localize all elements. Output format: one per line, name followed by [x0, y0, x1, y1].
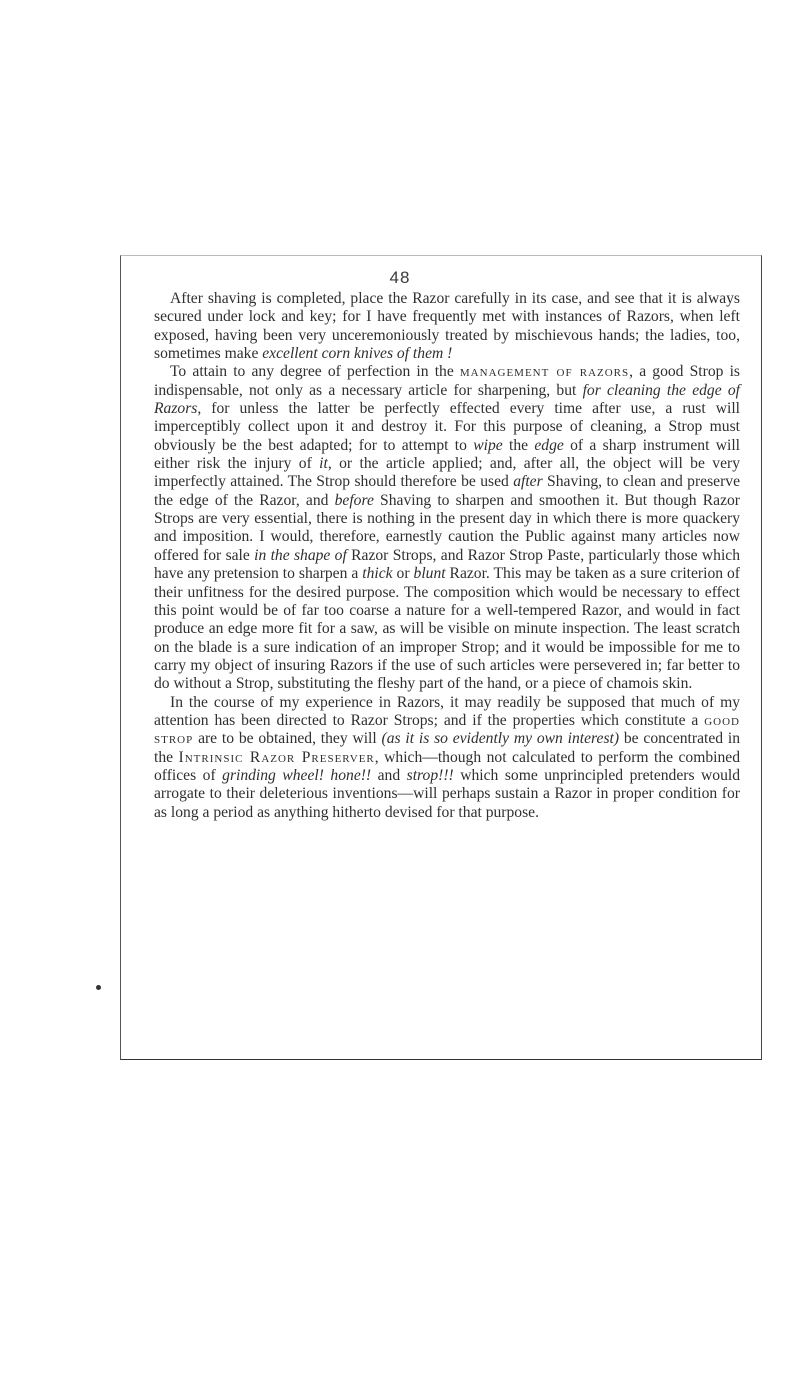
text-run: before: [334, 491, 374, 509]
text-run: blunt: [413, 565, 446, 583]
text-run: wipe: [473, 436, 503, 454]
text-run: In the course of my experience in Razors, it may readily be supposed that much of my attention has been directed to Razor Strops; and if the properties which constitute a: [154, 693, 740, 729]
text-run: excellent corn knives of them !: [262, 345, 453, 363]
text-run: Intrinsic Razor Preserver: [178, 748, 375, 766]
text-run: for cleaning the edge of Razors: [154, 381, 740, 418]
text-run: edge: [534, 436, 564, 454]
page-number: 48: [389, 268, 411, 287]
text-run: Razor. This may be taken as a sure criterion of their unfitness for the desired purpose. The composition which would be necessary to effect this point would be of far too coarse a nature for a well-tempered Razor, and would in fact produce an edge more fit for a saw, as will be visible on minute inspection. The least scratch on the blade is a sure indication of an improper Strop; and it would be impossible for me to carry my object of insuring Razors if the use of such articles were persevered in; far better to do without a Strop, substituting the fleshy part of the hand, or a piece of chamois skin.: [154, 565, 741, 693]
text-run: be concentrated in the: [154, 730, 741, 766]
text-run: strop!!!: [406, 766, 454, 784]
text-run: in the shape of: [254, 546, 347, 564]
text-run: , which—though not calculated to perform the combined offices of: [154, 748, 740, 784]
text-run: or: [392, 565, 414, 583]
text-run: of a sharp instrument will either risk the injury of: [154, 436, 740, 473]
text-run: To attain to any degree of perfection in the: [170, 363, 460, 381]
margin-mark: [96, 985, 101, 990]
paragraph: [154, 694, 740, 822]
text-run: After shaving is completed, place the Razor carefully in its case, and see that it is always secured under lock and key; for I have frequently met with instances of Razors, when left exposed, having been very unceremoniously treated by mischievous hands; the ladies, too, sometimes make: [154, 290, 740, 363]
text-run: , for unless the latter be perfectly effected every time after use, a rust will imperceptibly collect upon it and destroy it. For this purpose of cleaning, a Strop must obviously be the best adapted; for to attempt to: [154, 400, 740, 454]
text-run: and: [371, 766, 407, 784]
text-run: good strop: [154, 711, 740, 748]
text-run: , or the article applied; and, after all, the object will be very imperfectly attained. The Strop should therefore be used: [154, 455, 740, 491]
text-run: after: [513, 473, 543, 491]
paragraph: [154, 290, 740, 363]
text-run: which some unprincipled pretenders would arrogate to their deleterious inventions—will perhaps sustain a Razor in proper condition for as long a period as anything hitherto devised for that purpose.: [154, 766, 741, 821]
text-run: are to be obtained, they will: [193, 730, 382, 748]
text-run: management of razors: [459, 363, 630, 381]
paragraph: [154, 363, 740, 693]
text-run: Shaving, to clean and preserve the edge of the Razor, and: [154, 473, 740, 509]
text-run: it: [319, 455, 328, 473]
text-run: , a good Strop is indispensable, not only as a necessary article for sharpening, but: [154, 363, 740, 399]
text-run: grinding wheel! hone!!: [222, 766, 372, 784]
text-run: Razor Strops, and Razor Strop Paste, particularly those which have any pretension to sharpen a: [154, 546, 740, 583]
text-run: thick: [362, 565, 393, 583]
text-run: the: [502, 436, 535, 454]
text-run: Shaving to sharpen and smoothen it. But though Razor Strops are very essential, there is nothing in the present day in which there is more quackery and imposition. I would, therefore, earnestly caution the Public against many articles now offered for sale: [154, 491, 740, 564]
body-text: [154, 290, 740, 822]
text-run: (as it is so evidently my own interest): [381, 730, 620, 748]
